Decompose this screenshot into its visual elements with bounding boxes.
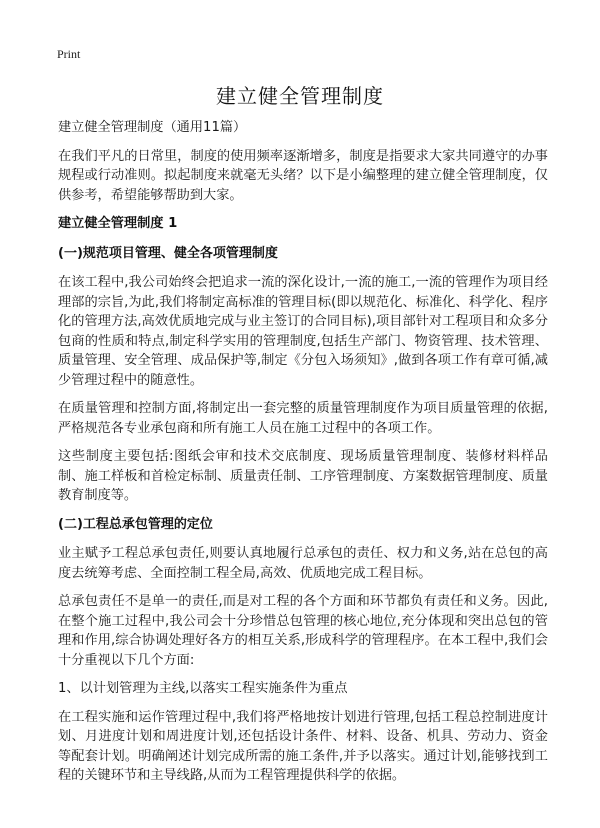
part2-paragraph-2: 总承包责任不是单一的责任,而是对工程的各个方面和环节都负有责任和义务。因此,在整个施工过程中,我公司会十分珍惜总包管理的核心地位,充分体现和突出总包的管理和作用,综合协调处理好各方的相互关系,形成科学的管理程序。在本工程中,我们会十分重视以下几个方面:: [58, 594, 548, 668]
print-link[interactable]: Print: [57, 47, 81, 61]
part1-paragraph-2: 在质量管理和控制方面,将制定出一套完整的质量管理制度作为项目质量管理的依据,严格规范各专业承包商和所有施工人员在施工过程中的各项工作。: [58, 401, 548, 436]
part1-paragraph-3: 这些制度主要包括:图纸会审和技术交底制度、现场质量管理制度、装修材料样品制、施工样板和首检定标制、质量责任制、工序管理制度、方案数据管理制度、质量教育制度等。: [58, 449, 548, 503]
document-body: [58, 118, 548, 795]
part1-heading: (一)规范项目管理、健全各项管理制度: [58, 245, 278, 261]
section-heading: 建立健全管理制度 1: [58, 216, 178, 231]
document-title: 建立健全管理制度: [216, 84, 384, 108]
item1-paragraph: 在工程实施和运作管理过程中,我们将严格地按计划进行管理,包括工程总控制进度计划、月进度计划和周进度计划,还包括设计条件、材料、设备、机具、劳动力、资金等配套计划。明确阐述计划完成所需的施工条件,并予以落实。通过计划,能够找到工程的关键环节和主导线路,从而为工程管理提供科学的依据。: [58, 709, 548, 783]
part2-paragraph-1: 业主赋予工程总承包责任,则要认真地履行总承包的责任、权力和义务,站在总包的高度去统筹考虑、全面控制工程全局,高效、优质地完成工程目标。: [58, 546, 548, 581]
document-subtitle: 建立健全管理制度（通用11篇）: [58, 120, 247, 135]
list-item-1: 1、以计划管理为主线,以落实工程实施条件为重点: [58, 681, 348, 696]
intro-paragraph: 在我们平凡的日常里，制度的使用频率逐渐增多，制度是指要求大家共同遵守的办事规程或行动准则。拟起制度来就毫无头绪？以下是小编整理的建立健全管理制度，仅供参考，希望能够帮助到大家。: [58, 148, 548, 203]
part1-paragraph-1: 在该工程中,我公司始终会把追求一流的深化设计,一流的施工,一流的管理作为项目经理部的宗旨,为此,我们将制定高标准的管理目标(即以规范化、标准化、科学化、程序化的管理方法,高效优质地完成与业主签订的合同目标),项目部针对工程项目和众多分包商的性质和特点,制定科学实用的管理制度,包括生产部门、物资管理、技术管理、质量管理、安全管理、成品保护等,制定《分包入场须知》,做到各项工作有章可循,减少管理过程中的随意性。: [58, 275, 548, 388]
part2-heading: (二)工程总承包管理的定位: [58, 516, 213, 532]
